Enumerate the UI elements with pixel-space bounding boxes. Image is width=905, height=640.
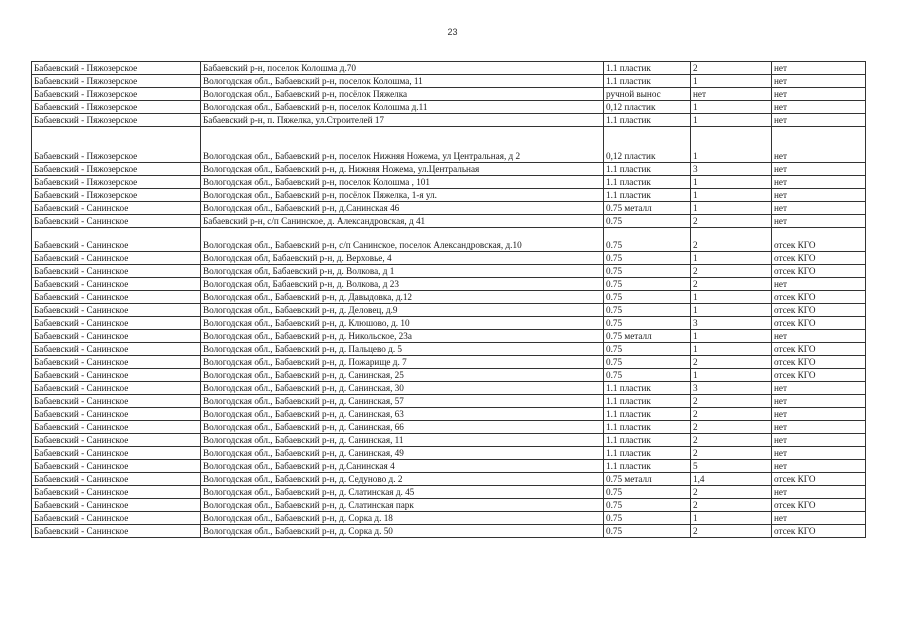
container-type-cell: 1.1 пластик — [604, 408, 691, 421]
container-type-cell: ручной вынос — [604, 88, 691, 101]
kgo-cell: нет — [772, 382, 866, 395]
container-type-cell: 1.1 пластик — [604, 395, 691, 408]
kgo-cell: нет — [772, 75, 866, 88]
settlement-cell: Бабаевский - Санинское — [32, 291, 201, 304]
address-cell: Вологодская обл., Бабаевский р-н, поселок Колошма, 11 — [201, 75, 604, 88]
address-cell: Вологодская обл., Бабаевский р-н, поселок Колошма д.11 — [201, 101, 604, 114]
address-cell: Вологодская обл., Бабаевский р-н, д. Санинская, 11 — [201, 434, 604, 447]
container-sites-table — [31, 61, 866, 538]
container-count-cell: 1 — [691, 330, 772, 343]
settlement-cell: Бабаевский - Пяжозерское — [32, 163, 201, 176]
address-cell: Бабаевский р-н, с/п Санинское, д. Александровская, д 41 — [201, 215, 604, 228]
container-type-cell: 1.1 пластик — [604, 114, 691, 127]
settlement-cell: Бабаевский - Санинское — [32, 228, 201, 252]
table-row — [32, 202, 866, 215]
kgo-cell: отсек КГО — [772, 228, 866, 252]
kgo-cell: нет — [772, 447, 866, 460]
address-cell: Вологодская обл., Бабаевский р-н, д. Санинская, 63 — [201, 408, 604, 421]
settlement-cell: Бабаевский - Санинское — [32, 486, 201, 499]
kgo-cell: нет — [772, 486, 866, 499]
address-cell: Вологодская обл., Бабаевский р-н, д. Седуново д. 2 — [201, 473, 604, 486]
container-type-cell: 1.1 пластик — [604, 421, 691, 434]
address-cell: Вологодская обл., Бабаевский р-н, д. Давыдовка, д.12 — [201, 291, 604, 304]
container-type-cell: 0,12 пластик — [604, 101, 691, 114]
kgo-cell: нет — [772, 460, 866, 473]
container-count-cell: 2 — [691, 228, 772, 252]
table-row — [32, 434, 866, 447]
container-type-cell: 1.1 пластик — [604, 447, 691, 460]
container-type-cell: 0.75 — [604, 343, 691, 356]
kgo-cell: нет — [772, 88, 866, 101]
settlement-cell: Бабаевский - Санинское — [32, 460, 201, 473]
container-count-cell: 1 — [691, 176, 772, 189]
table-row — [32, 460, 866, 473]
container-type-cell: 1.1 пластик — [604, 382, 691, 395]
table-body — [32, 62, 866, 538]
container-count-cell: 3 — [691, 317, 772, 330]
table-row — [32, 486, 866, 499]
container-type-cell: 0.75 — [604, 228, 691, 252]
table-row — [32, 369, 866, 382]
table-row — [32, 408, 866, 421]
settlement-cell: Бабаевский - Санинское — [32, 512, 201, 525]
container-count-cell: 1 — [691, 369, 772, 382]
address-cell: Вологодская обл., Бабаевский р-н, д.Санинская 4 — [201, 460, 604, 473]
table-row — [32, 252, 866, 265]
kgo-cell: отсек КГО — [772, 525, 866, 538]
kgo-cell: нет — [772, 163, 866, 176]
kgo-cell: нет — [772, 127, 866, 163]
address-cell: Вологодская обл., Бабаевский р-н, д. Нижняя Ножема, ул.Центральная — [201, 163, 604, 176]
kgo-cell: отсек КГО — [772, 499, 866, 512]
container-count-cell: 1 — [691, 101, 772, 114]
container-type-cell: 0.75 — [604, 369, 691, 382]
table-row — [32, 512, 866, 525]
container-count-cell: 2 — [691, 499, 772, 512]
table-row — [32, 278, 866, 291]
container-type-cell: 0.75 — [604, 512, 691, 525]
container-type-cell: 1.1 пластик — [604, 75, 691, 88]
kgo-cell: отсек КГО — [772, 317, 866, 330]
settlement-cell: Бабаевский - Санинское — [32, 215, 201, 228]
container-count-cell: 1,4 — [691, 473, 772, 486]
table-row — [32, 265, 866, 278]
kgo-cell: нет — [772, 215, 866, 228]
settlement-cell: Бабаевский - Санинское — [32, 252, 201, 265]
address-cell: Бабаевский р-н, поселок Колошма д.70 — [201, 62, 604, 75]
container-count-cell: 2 — [691, 421, 772, 434]
table-row — [32, 127, 866, 163]
settlement-cell: Бабаевский - Санинское — [32, 304, 201, 317]
settlement-cell: Бабаевский - Пяжозерское — [32, 88, 201, 101]
address-cell: Вологодская обл., Бабаевский р-н, д. Клюшово, д. 10 — [201, 317, 604, 330]
table-row — [32, 304, 866, 317]
address-cell: Вологодская обл., Бабаевский р-н, д. Слатинская парк — [201, 499, 604, 512]
kgo-cell: нет — [772, 114, 866, 127]
kgo-cell: отсек КГО — [772, 356, 866, 369]
table-row — [32, 343, 866, 356]
container-type-cell: 0,12 пластик — [604, 127, 691, 163]
kgo-cell: нет — [772, 512, 866, 525]
settlement-cell: Бабаевский - Пяжозерское — [32, 101, 201, 114]
container-count-cell: 1 — [691, 114, 772, 127]
table-row — [32, 317, 866, 330]
address-cell: Вологодская обл., Бабаевский р-н, с/п Санинское, поселок Александровская, д.10 — [201, 228, 604, 252]
container-type-cell: 1.1 пластик — [604, 460, 691, 473]
settlement-cell: Бабаевский - Пяжозерское — [32, 176, 201, 189]
container-count-cell: 2 — [691, 447, 772, 460]
address-cell: Вологодская обл., Бабаевский р-н, д. Слатинская д. 45 — [201, 486, 604, 499]
kgo-cell: нет — [772, 176, 866, 189]
container-count-cell: 2 — [691, 486, 772, 499]
settlement-cell: Бабаевский - Санинское — [32, 278, 201, 291]
kgo-cell: нет — [772, 189, 866, 202]
container-count-cell: 1 — [691, 252, 772, 265]
container-type-cell: 0.75 металл — [604, 330, 691, 343]
table-row — [32, 473, 866, 486]
settlement-cell: Бабаевский - Санинское — [32, 369, 201, 382]
container-type-cell: 0.75 — [604, 278, 691, 291]
container-count-cell: нет — [691, 88, 772, 101]
table-row — [32, 163, 866, 176]
settlement-cell: Бабаевский - Пяжозерское — [32, 62, 201, 75]
table-row — [32, 114, 866, 127]
address-cell: Вологодская обл., Бабаевский р-н, д. Санинская, 49 — [201, 447, 604, 460]
address-cell: Вологодская обл., Бабаевский р-н, посёлок Пяжелка, 1-я ул. — [201, 189, 604, 202]
settlement-cell: Бабаевский - Санинское — [32, 434, 201, 447]
table-row — [32, 75, 866, 88]
table-row — [32, 421, 866, 434]
page-number: 23 — [447, 27, 458, 37]
settlement-cell: Бабаевский - Санинское — [32, 395, 201, 408]
container-count-cell: 1 — [691, 75, 772, 88]
address-cell: Вологодская обл., Бабаевский р-н, д. Деловец, д.9 — [201, 304, 604, 317]
settlement-cell: Бабаевский - Санинское — [32, 525, 201, 538]
table-row — [32, 382, 866, 395]
table-row — [32, 447, 866, 460]
address-cell: Вологодская обл., Бабаевский р-н, д. Никольское, 23а — [201, 330, 604, 343]
container-type-cell: 1.1 пластик — [604, 176, 691, 189]
settlement-cell: Бабаевский - Санинское — [32, 343, 201, 356]
address-cell: Вологодская обл., Бабаевский р-н, д. Пальцево д. 5 — [201, 343, 604, 356]
container-count-cell: 2 — [691, 215, 772, 228]
address-cell: Вологодская обл., Бабаевский р-н, д. Санинская, 30 — [201, 382, 604, 395]
container-type-cell: 0.75 — [604, 317, 691, 330]
container-type-cell: 1.1 пластик — [604, 62, 691, 75]
container-type-cell: 0.75 — [604, 356, 691, 369]
container-count-cell: 5 — [691, 460, 772, 473]
container-type-cell: 1.1 пластик — [604, 434, 691, 447]
settlement-cell: Бабаевский - Санинское — [32, 330, 201, 343]
kgo-cell: отсек КГО — [772, 473, 866, 486]
container-type-cell: 0.75 — [604, 525, 691, 538]
address-cell: Вологодская обл., Бабаевский р-н, д. Пожарище д. 7 — [201, 356, 604, 369]
table-row — [32, 176, 866, 189]
container-count-cell: 2 — [691, 356, 772, 369]
container-count-cell: 2 — [691, 434, 772, 447]
kgo-cell: нет — [772, 330, 866, 343]
settlement-cell: Бабаевский - Санинское — [32, 356, 201, 369]
address-cell: Вологодская обл., Бабаевский р-н, посёлок Пяжелка — [201, 88, 604, 101]
container-type-cell: 0.75 — [604, 265, 691, 278]
address-cell: Вологодская обл., Бабаевский р-н, поселок Нижняя Ножема, ул Центральная, д 2 — [201, 127, 604, 163]
address-cell: Вологодская обл., Бабаевский р-н, д.Санинская 46 — [201, 202, 604, 215]
container-count-cell: 1 — [691, 512, 772, 525]
settlement-cell: Бабаевский - Санинское — [32, 421, 201, 434]
container-count-cell: 3 — [691, 382, 772, 395]
table-row — [32, 499, 866, 512]
container-count-cell: 1 — [691, 343, 772, 356]
container-count-cell: 1 — [691, 202, 772, 215]
container-type-cell: 1.1 пластик — [604, 189, 691, 202]
address-cell: Вологодская обл., Бабаевский р-н, д. Санинская, 25 — [201, 369, 604, 382]
settlement-cell: Бабаевский - Санинское — [32, 408, 201, 421]
kgo-cell: отсек КГО — [772, 369, 866, 382]
settlement-cell: Бабаевский - Санинское — [32, 473, 201, 486]
address-cell: Вологодская обл., Бабаевский р-н, д. Санинская, 57 — [201, 395, 604, 408]
kgo-cell: нет — [772, 101, 866, 114]
container-type-cell: 0.75 — [604, 486, 691, 499]
kgo-cell: нет — [772, 278, 866, 291]
address-cell: Вологодская обл, Бабаевский р-н, д. Волкова, д 1 — [201, 265, 604, 278]
settlement-cell: Бабаевский - Санинское — [32, 202, 201, 215]
table-row — [32, 395, 866, 408]
kgo-cell: нет — [772, 421, 866, 434]
table-row — [32, 291, 866, 304]
container-count-cell: 2 — [691, 408, 772, 421]
settlement-cell: Бабаевский - Пяжозерское — [32, 127, 201, 163]
container-count-cell: 1 — [691, 304, 772, 317]
settlement-cell: Бабаевский - Санинское — [32, 499, 201, 512]
container-count-cell: 2 — [691, 525, 772, 538]
table-row — [32, 62, 866, 75]
table-row — [32, 189, 866, 202]
kgo-cell: отсек КГО — [772, 265, 866, 278]
kgo-cell: отсек КГО — [772, 291, 866, 304]
kgo-cell: нет — [772, 62, 866, 75]
address-cell: Бабаевский р-н, п. Пяжелка, ул.Строителей 17 — [201, 114, 604, 127]
kgo-cell: отсек КГО — [772, 343, 866, 356]
address-cell: Вологодская обл., Бабаевский р-н, д. Санинская, 66 — [201, 421, 604, 434]
container-count-cell: 2 — [691, 265, 772, 278]
address-cell: Вологодская обл., Бабаевский р-н, д. Сорка д. 18 — [201, 512, 604, 525]
table-row — [32, 215, 866, 228]
kgo-cell: нет — [772, 434, 866, 447]
address-cell: Вологодская обл., Бабаевский р-н, д. Сорка д. 50 — [201, 525, 604, 538]
container-count-cell: 2 — [691, 62, 772, 75]
address-cell: Вологодская обл, Бабаевский р-н, д. Волкова, д 23 — [201, 278, 604, 291]
settlement-cell: Бабаевский - Санинское — [32, 382, 201, 395]
kgo-cell: отсек КГО — [772, 252, 866, 265]
container-count-cell: 1 — [691, 291, 772, 304]
kgo-cell: нет — [772, 202, 866, 215]
container-count-cell: 3 — [691, 163, 772, 176]
address-cell: Вологодская обл., Бабаевский р-н, поселок Колошма , 101 — [201, 176, 604, 189]
table-row — [32, 101, 866, 114]
container-type-cell: 0.75 металл — [604, 473, 691, 486]
settlement-cell: Бабаевский - Пяжозерское — [32, 189, 201, 202]
settlement-cell: Бабаевский - Санинское — [32, 265, 201, 278]
container-type-cell: 0.75 металл — [604, 202, 691, 215]
container-type-cell: 0.75 — [604, 215, 691, 228]
table-row — [32, 228, 866, 252]
settlement-cell: Бабаевский - Пяжозерское — [32, 114, 201, 127]
container-type-cell: 0.75 — [604, 499, 691, 512]
table-row — [32, 356, 866, 369]
table-row — [32, 88, 866, 101]
table-row — [32, 525, 866, 538]
settlement-cell: Бабаевский - Санинское — [32, 447, 201, 460]
container-type-cell: 0.75 — [604, 252, 691, 265]
container-count-cell: 2 — [691, 278, 772, 291]
container-count-cell: 2 — [691, 395, 772, 408]
container-type-cell: 1.1 пластик — [604, 163, 691, 176]
kgo-cell: нет — [772, 395, 866, 408]
settlement-cell: Бабаевский - Пяжозерское — [32, 75, 201, 88]
kgo-cell: нет — [772, 408, 866, 421]
container-type-cell: 0.75 — [604, 304, 691, 317]
container-count-cell: 1 — [691, 127, 772, 163]
settlement-cell: Бабаевский - Санинское — [32, 317, 201, 330]
table-row — [32, 330, 866, 343]
address-cell: Вологодская обл, Бабаевский р-н, д. Верховье, 4 — [201, 252, 604, 265]
kgo-cell: отсек КГО — [772, 304, 866, 317]
container-type-cell: 0.75 — [604, 291, 691, 304]
container-count-cell: 1 — [691, 189, 772, 202]
